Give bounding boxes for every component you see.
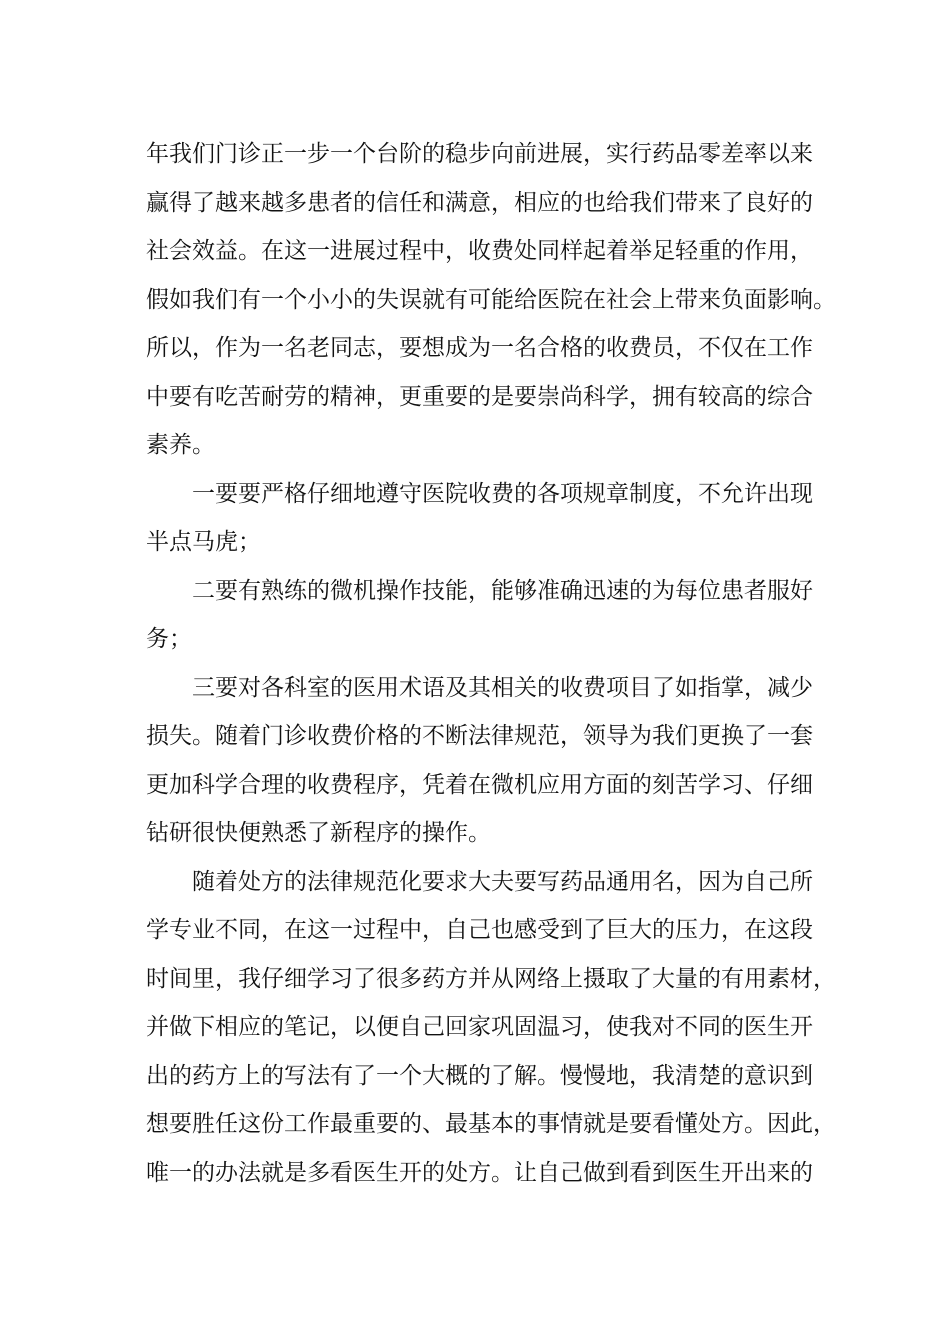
paragraph-line: 时间里，我仔细学习了很多药方并从网络上摄取了大量的有用素材，	[146, 965, 836, 992]
paragraph-line: 素养。	[146, 432, 215, 458]
paragraph-line: 二要有熟练的微机操作技能，能够准确迅速的为每位患者服好	[192, 577, 813, 604]
body-text	[146, 130, 836, 1197]
paragraph-line: 出的药方上的写法有了一个大概的了解。慢慢地，我清楚的意识到	[146, 1062, 813, 1089]
paragraph-line: 学专业不同，在这一过程中，自己也感受到了巨大的压力，在这段	[146, 917, 813, 943]
paragraph-line: 假如我们有一个小小的失误就有可能给医院在社会上带来负面影响。	[146, 286, 836, 313]
paragraph-line: 随着处方的法律规范化要求大夫要写药品通用名，因为自己所	[192, 868, 813, 895]
paragraph-line: 务；	[146, 626, 192, 652]
paragraph-line: 钻研很快便熟悉了新程序的操作。	[146, 820, 491, 846]
paragraph-line: 并做下相应的笔记，以便自己回家巩固温习，使我对不同的医生开	[146, 1014, 813, 1040]
paragraph-line: 更加科学合理的收费程序，凭着在微机应用方面的刻苦学习、仔细	[146, 771, 813, 798]
paragraph-line: 社会效益。在这一进展过程中，收费处同样起着举足轻重的作用，	[146, 238, 813, 264]
paragraph-line: 一要要严格仔细地遵守医院收费的各项规章制度，不允许出现	[192, 480, 813, 507]
paragraph-line: 中要有吃苦耐劳的精神，更重要的是要崇尚科学，拥有较高的综合	[146, 383, 813, 410]
paragraph-line: 所以，作为一名老同志，要想成为一名合格的收费员，不仅在工作	[146, 335, 813, 361]
paragraph-line: 损失。随着门诊收费价格的不断法律规范，领导为我们更换了一套	[146, 723, 813, 749]
paragraph-line: 赢得了越来越多患者的信任和满意，相应的也给我们带来了良好的	[146, 189, 813, 216]
paragraph-line: 半点马虎；	[146, 529, 261, 555]
paragraph-line: 年我们门诊正一步一个台阶的稳步向前进展，实行药品零差率以来	[146, 141, 813, 167]
paragraph-line: 三要对各科室的医用术语及其相关的收费项目了如指掌，减少	[192, 674, 813, 701]
paragraph-line: 想要胜任这份工作最重要的、最基本的事情就是要看懂处方。因此，	[146, 1111, 836, 1137]
paragraph-line: 唯一的办法就是多看医生开的处方。让自己做到看到医生开出来的	[146, 1159, 813, 1186]
